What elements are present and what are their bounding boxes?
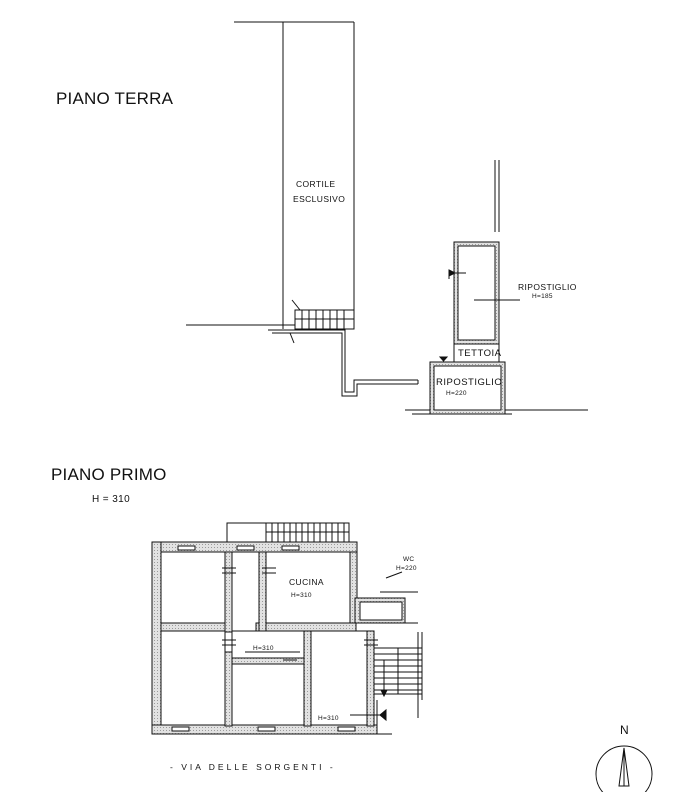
corridor-height: H=310 [253,645,274,652]
street-name: - VIA DELLE SORGENTI - [170,762,336,772]
ground-floor-walls [186,325,418,396]
canopy-label: TETTOIA [458,348,502,359]
north-label: N [620,723,629,737]
north-arrow-icon [596,746,652,792]
first-floor-stairs-top [227,523,349,542]
kitchen-height: H=310 [291,592,312,599]
first-floor-stairs-right [374,632,422,718]
storage-lower-height: H=220 [446,390,467,397]
storage-lower-label: RIPOSTIGLIO [436,377,503,388]
kitchen-label: CUCINA [289,577,324,587]
wc-label: WC [403,556,415,563]
ground-floor-plan [186,22,588,414]
wc-height: H=220 [396,565,417,572]
courtyard-label-line2: ESCLUSIVO [293,194,346,204]
courtyard-label: CORTILE [296,179,336,189]
courtyard-stairs [290,300,354,343]
storage-upper-height: H=185 [532,293,553,300]
room-height: H=310 [318,715,339,722]
first-floor-title: PIANO PRIMO [51,465,167,484]
first-floor-height: H = 310 [92,494,131,505]
first-floor-plan [152,523,422,734]
courtyard-outline [234,22,354,329]
first-floor-rooms [161,552,402,725]
ground-floor-title: PIANO TERRA [56,89,174,108]
entrance-arrow-icon [380,710,386,720]
storage-upper-label: RIPOSTIGLIO [518,282,577,292]
